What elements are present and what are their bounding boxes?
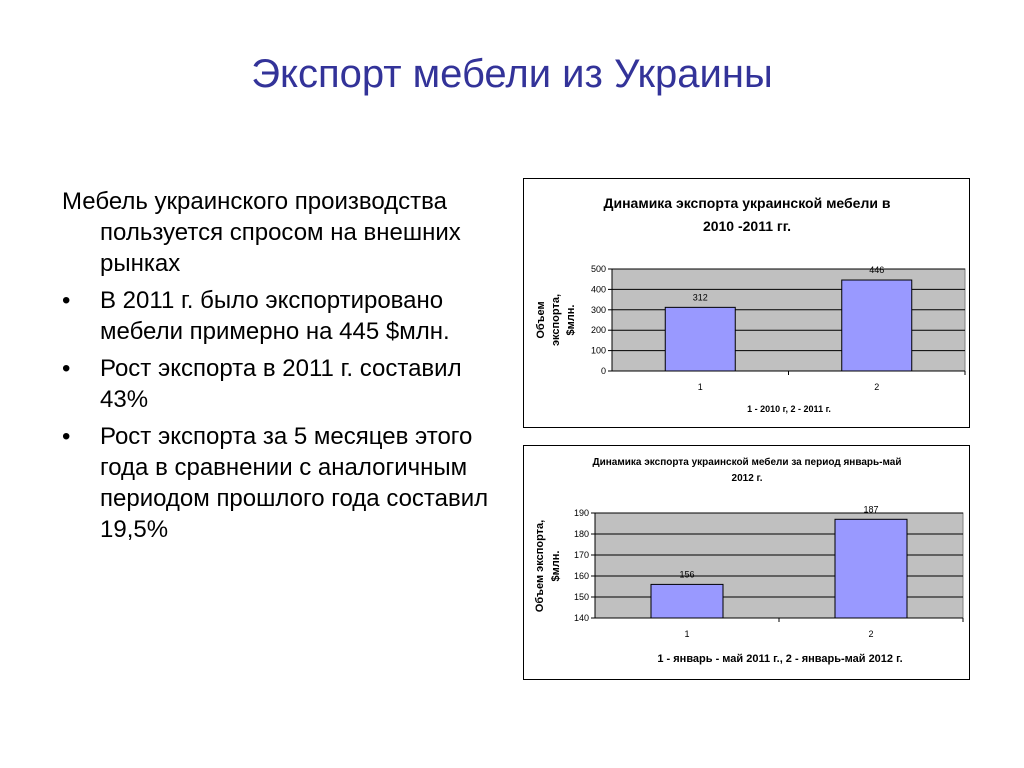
y-tick-label: 0: [600, 366, 606, 376]
bullet-marker: •: [62, 423, 71, 450]
y-axis-label: $млн.: [565, 304, 577, 336]
x-axis-label: 1 - 2010 г, 2 - 2011 г.: [747, 404, 831, 414]
y-tick-label: 160: [573, 571, 589, 581]
bullet-marker: •: [62, 355, 71, 382]
y-axis-label: Объем: [535, 301, 547, 339]
bar: [651, 584, 723, 618]
y-tick-label: 400: [590, 284, 606, 295]
x-tick-label: 1: [684, 629, 690, 639]
bullet-text: Рост экспорта за 5 месяцев этого года в сравнении с аналогичным периодом прошлого года составил 19,5%: [100, 423, 489, 543]
bullet-text: В 2011 г. было экспортировано мебели примерно на 445 $млн.: [100, 287, 450, 345]
data-label: 312: [692, 292, 708, 303]
y-tick-label: 500: [590, 264, 606, 274]
chart-title: 2012 г.: [731, 473, 763, 484]
export-chart-2010-2011: [523, 178, 970, 428]
y-tick-label: 190: [573, 508, 589, 518]
bullet-item: [62, 353, 502, 415]
y-tick-label: 170: [573, 550, 589, 560]
text-block: [62, 186, 502, 551]
chart-svg: [524, 446, 969, 679]
x-axis-label: 1 - январь - май 2011 г., 2 - январь-май 2012 г.: [657, 653, 903, 665]
intro-text: Мебель украинского производства пользуется спросом на внешних рынках: [62, 188, 461, 277]
y-tick-label: 150: [573, 592, 589, 602]
chart-title: 2010 -2011 гг.: [702, 218, 792, 234]
data-label: 446: [869, 265, 885, 276]
y-tick-label: 200: [590, 325, 606, 336]
bullet-marker: •: [62, 287, 71, 314]
bar: [835, 519, 907, 618]
chart-svg: [524, 179, 969, 427]
bullet-item: [62, 421, 502, 545]
bullet-text: Рост экспорта в 2011 г. составил 43%: [100, 355, 462, 413]
x-tick-label: 2: [874, 382, 880, 392]
data-label: 187: [863, 504, 879, 515]
y-tick-label: 180: [573, 529, 589, 539]
x-tick-label: 2: [868, 629, 874, 639]
data-label: 156: [679, 569, 695, 580]
x-tick-label: 1: [697, 382, 703, 392]
bullet-list: [62, 285, 502, 545]
y-tick-label: 140: [573, 613, 589, 623]
y-axis-label: $млн.: [550, 550, 562, 582]
chart-title: Динамика экспорта украинской мебели в: [603, 195, 891, 211]
y-axis-label: экспорта,: [550, 293, 562, 347]
y-axis-label: Объем экспорта,: [534, 519, 546, 613]
chart-title: Динамика экспорта украинской мебели за период январь-май: [592, 457, 902, 468]
bullet-item: [62, 285, 502, 347]
y-tick-label: 300: [590, 304, 606, 315]
bar: [665, 307, 735, 371]
y-tick-label: 100: [590, 345, 606, 356]
slide-title: Экспорт мебели из Украины: [251, 52, 773, 96]
bar: [842, 280, 912, 371]
plot-area: [595, 513, 963, 618]
export-chart-jan-may: [523, 445, 970, 680]
